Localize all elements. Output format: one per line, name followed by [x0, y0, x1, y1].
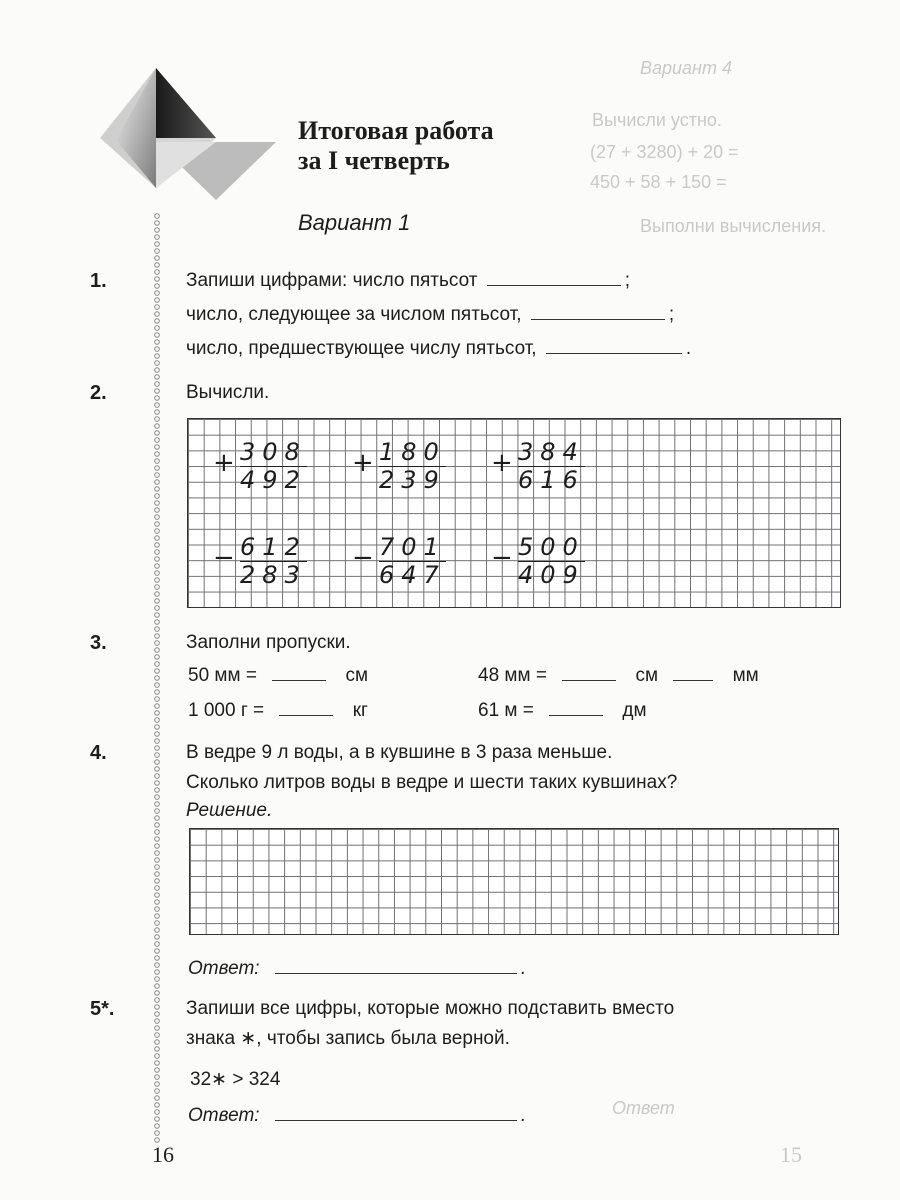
task-3-row-2a	[188, 700, 368, 722]
operand-bottom: 239	[379, 466, 446, 494]
binding-dot	[155, 662, 160, 667]
binding-dot	[155, 746, 160, 751]
task-3-blank[interactable]	[673, 666, 713, 681]
variant-heading: Вариант 1	[298, 210, 411, 235]
binding-dot	[155, 445, 160, 450]
binding-dot	[155, 221, 160, 226]
binding-dot	[155, 459, 160, 464]
task-4-solution-label: Решение.	[186, 800, 273, 821]
binding-dot	[155, 438, 160, 443]
binding-dot	[155, 865, 160, 870]
operand-bottom: 409	[518, 561, 585, 589]
binding-dot	[155, 774, 160, 779]
binding-dot	[155, 557, 160, 562]
task-5-number: 5*.	[90, 998, 115, 1020]
task-1-line-2	[186, 304, 674, 326]
binding-dot	[155, 403, 160, 408]
plus-sign: +	[491, 448, 513, 478]
binding-dot	[155, 417, 160, 422]
plus-sign: +	[213, 448, 235, 478]
triangles-logo	[98, 60, 278, 210]
binding-dot	[155, 508, 160, 513]
binding-dot	[155, 389, 160, 394]
task-1-text-3: число, предшествующее числу пятьсот,	[186, 338, 537, 359]
binding-dot	[155, 802, 160, 807]
punct: ;	[668, 304, 675, 325]
binding-dot	[155, 1019, 160, 1024]
binding-dot	[155, 809, 160, 814]
task-5-answer-line[interactable]	[275, 1106, 517, 1121]
binding-dot	[155, 326, 160, 331]
binding-dot	[155, 879, 160, 884]
binding-dot	[155, 739, 160, 744]
binding-dot	[155, 837, 160, 842]
binding-dot	[155, 347, 160, 352]
binding-dot	[155, 515, 160, 520]
binding-dot	[155, 1075, 160, 1080]
binding-dot	[155, 935, 160, 940]
binding-dot	[155, 844, 160, 849]
binding-dot	[155, 277, 160, 282]
task-1-blank-1[interactable]	[487, 271, 621, 286]
page-title	[298, 116, 494, 176]
binding-dot	[155, 1124, 160, 1129]
answer-label: Ответ:	[188, 958, 260, 979]
expr-left: 61 м =	[478, 700, 534, 721]
unit: мм	[732, 665, 759, 686]
ghost-variant: Вариант 4	[640, 58, 732, 78]
binding-dot	[155, 760, 160, 765]
binding-dot	[155, 410, 160, 415]
binding-dot	[155, 830, 160, 835]
task-1-blank-3[interactable]	[546, 339, 682, 354]
task-1-text-1: Запиши цифрами: число пятьсот	[186, 270, 478, 291]
expr-left: 48 мм =	[478, 665, 547, 686]
task-3-blank[interactable]	[549, 701, 603, 716]
task-4-answer-line[interactable]	[275, 959, 517, 974]
binding-dot	[155, 333, 160, 338]
ghost-text: 450 + 58 + 150 =	[590, 172, 727, 192]
task-5-answer	[188, 1105, 526, 1127]
ghost-text: Вычисли устно.	[592, 110, 722, 130]
binding-dot	[155, 284, 160, 289]
binding-dot	[155, 928, 160, 933]
binding-dot	[155, 396, 160, 401]
binding-dot	[155, 1026, 160, 1031]
binding-dot	[155, 1005, 160, 1010]
binding-dot	[155, 851, 160, 856]
binding-dot	[155, 1110, 160, 1115]
task-4-grid[interactable]	[189, 828, 839, 935]
binding-dot	[155, 1131, 160, 1136]
task-3-blank[interactable]	[279, 701, 333, 716]
task-2-text: Вычисли.	[186, 382, 270, 403]
binding-dot	[155, 424, 160, 429]
binding-dot	[155, 732, 160, 737]
task-5-line-2: знака ∗, чтобы запись была верной.	[186, 1028, 510, 1049]
binding-dot	[155, 606, 160, 611]
binding-dot	[155, 725, 160, 730]
binding-dot	[155, 669, 160, 674]
binding-dot	[155, 368, 160, 373]
binding-dot	[155, 676, 160, 681]
binding-dot	[155, 340, 160, 345]
minus-sign: −	[491, 543, 513, 573]
task-1-line-3	[186, 338, 691, 360]
binding-dot	[155, 816, 160, 821]
binding-dot	[155, 1033, 160, 1038]
binding-dot	[155, 319, 160, 324]
binding-dot	[155, 858, 160, 863]
task-4-number: 4.	[90, 742, 107, 764]
binding-dot	[155, 655, 160, 660]
task-1-number: 1.	[90, 270, 107, 292]
binding-dot	[155, 263, 160, 268]
binding-dot	[155, 767, 160, 772]
binding-dot	[155, 1012, 160, 1017]
binding-dot	[155, 963, 160, 968]
ghost-answer: Ответ	[612, 1098, 675, 1118]
binding-dot	[155, 1096, 160, 1101]
binding-dot	[155, 1068, 160, 1073]
binding-dot	[155, 1103, 160, 1108]
binding-dot	[155, 648, 160, 653]
binding-dot	[155, 550, 160, 555]
answer-label: Ответ:	[188, 1105, 260, 1126]
binding-dot	[155, 634, 160, 639]
binding-dot	[155, 242, 160, 247]
operand-top: 180	[379, 438, 446, 466]
binding-dot	[155, 823, 160, 828]
task-4-line-1: В ведре 9 л воды, а в кувшине в 3 раза меньше.	[186, 742, 613, 763]
ghost-text: (27 + 3280) + 20 =	[590, 142, 739, 162]
binding-dot	[155, 781, 160, 786]
binding-dot	[155, 256, 160, 261]
binding-dot	[155, 529, 160, 534]
binding-dot	[155, 305, 160, 310]
binding-dot	[155, 480, 160, 485]
binding-dot	[155, 907, 160, 912]
title-line-1: Итоговая работа	[298, 116, 494, 145]
binding-dot	[155, 1040, 160, 1045]
binding-dot	[155, 494, 160, 499]
task-1-blank-2[interactable]	[531, 305, 665, 320]
page-number: 16	[152, 1142, 174, 1167]
binding-dot	[155, 998, 160, 1003]
plus-sign: +	[352, 448, 374, 478]
task-3-blank[interactable]	[562, 666, 616, 681]
binding-dot	[155, 942, 160, 947]
binding-dot	[155, 711, 160, 716]
binding-dot	[155, 690, 160, 695]
ghost-page-number: 15	[780, 1142, 802, 1167]
operand-bottom: 616	[518, 466, 585, 494]
binding-dot	[155, 298, 160, 303]
ghost-text: Выполни вычисления.	[640, 216, 826, 236]
binding-dot	[155, 501, 160, 506]
binding-dot	[155, 291, 160, 296]
binding-dot	[155, 466, 160, 471]
binding-dot	[155, 1054, 160, 1059]
unit: кг	[352, 700, 368, 721]
binding-dot	[155, 788, 160, 793]
binding-dot	[155, 718, 160, 723]
expr-left: 50 мм =	[188, 665, 257, 686]
title-line-2: за I четверть	[298, 146, 450, 175]
binding-dot	[155, 536, 160, 541]
binding-dot	[155, 487, 160, 492]
operand-bottom: 283	[240, 561, 307, 589]
binding-dot	[155, 522, 160, 527]
binding-dot	[155, 214, 160, 219]
binding-dot	[155, 592, 160, 597]
binding-dot	[155, 886, 160, 891]
binding-dot	[155, 641, 160, 646]
binding-dot	[155, 753, 160, 758]
task-3-text: Заполни пропуски.	[186, 632, 351, 653]
binding-dot	[155, 585, 160, 590]
punct: .	[685, 338, 692, 359]
binding-dot	[155, 312, 160, 317]
binding-dot	[155, 872, 160, 877]
binding-dot	[155, 977, 160, 982]
binding-dot	[155, 683, 160, 688]
task-5-line-1: Запиши все цифры, которые можно подставить вместо	[186, 998, 675, 1019]
punct: .	[520, 958, 527, 979]
unit: дм	[622, 700, 647, 721]
task-1-text-2: число, следующее за числом пятьсот,	[186, 304, 522, 325]
operand-top: 308	[240, 438, 307, 466]
task-3-row-2b	[478, 700, 647, 722]
binding-dot	[155, 900, 160, 905]
binding-dot	[155, 361, 160, 366]
operand-bottom: 492	[240, 466, 307, 494]
binding-dot	[155, 578, 160, 583]
binding-dot	[155, 599, 160, 604]
minus-sign: −	[213, 543, 235, 573]
operand-top: 612	[240, 533, 307, 561]
binding-dot	[155, 956, 160, 961]
unit: см	[635, 665, 659, 686]
minus-sign: −	[352, 543, 374, 573]
spiral-binding	[150, 212, 164, 1147]
operand-top: 701	[379, 533, 446, 561]
binding-dot	[155, 473, 160, 478]
task-3-row-1a	[188, 665, 368, 687]
binding-dot	[155, 1082, 160, 1087]
binding-dot	[155, 564, 160, 569]
binding-dot	[155, 382, 160, 387]
operand-bottom: 647	[379, 561, 446, 589]
task-4-answer	[188, 958, 526, 980]
binding-dot	[155, 270, 160, 275]
operand-top: 500	[518, 533, 585, 561]
task-3-blank[interactable]	[272, 666, 326, 681]
binding-dot	[155, 1047, 160, 1052]
task-3-number: 3.	[90, 632, 107, 654]
binding-dot	[155, 627, 160, 632]
binding-dot	[155, 620, 160, 625]
binding-dot	[155, 1061, 160, 1066]
punct: ;	[624, 270, 631, 291]
binding-dot	[155, 991, 160, 996]
binding-dot	[155, 452, 160, 457]
binding-dot	[155, 543, 160, 548]
task-4-line-2: Сколько литров воды в ведре и шести таких кувшинах?	[186, 772, 678, 793]
binding-dot	[155, 921, 160, 926]
task-3-row-1b	[478, 665, 759, 687]
binding-dot	[155, 613, 160, 618]
unit: см	[345, 665, 369, 686]
operand-top: 384	[518, 438, 585, 466]
binding-dot	[155, 431, 160, 436]
binding-dot	[155, 571, 160, 576]
binding-dot	[155, 984, 160, 989]
binding-dot	[155, 704, 160, 709]
task-2-number: 2.	[90, 382, 107, 404]
punct: .	[520, 1105, 527, 1126]
binding-dot	[155, 1089, 160, 1094]
task-1-line-1	[186, 270, 630, 292]
binding-dot	[155, 249, 160, 254]
binding-dot	[155, 893, 160, 898]
binding-dot	[155, 235, 160, 240]
binding-dot	[155, 914, 160, 919]
task-5-expression: 32∗ > 324	[190, 1069, 281, 1090]
binding-dot	[155, 697, 160, 702]
binding-dot	[155, 228, 160, 233]
binding-dot	[155, 949, 160, 954]
binding-dot	[155, 375, 160, 380]
binding-dot	[155, 354, 160, 359]
binding-dot	[155, 1117, 160, 1122]
binding-dot	[155, 795, 160, 800]
expr-left: 1 000 г =	[188, 700, 265, 721]
binding-dot	[155, 970, 160, 975]
